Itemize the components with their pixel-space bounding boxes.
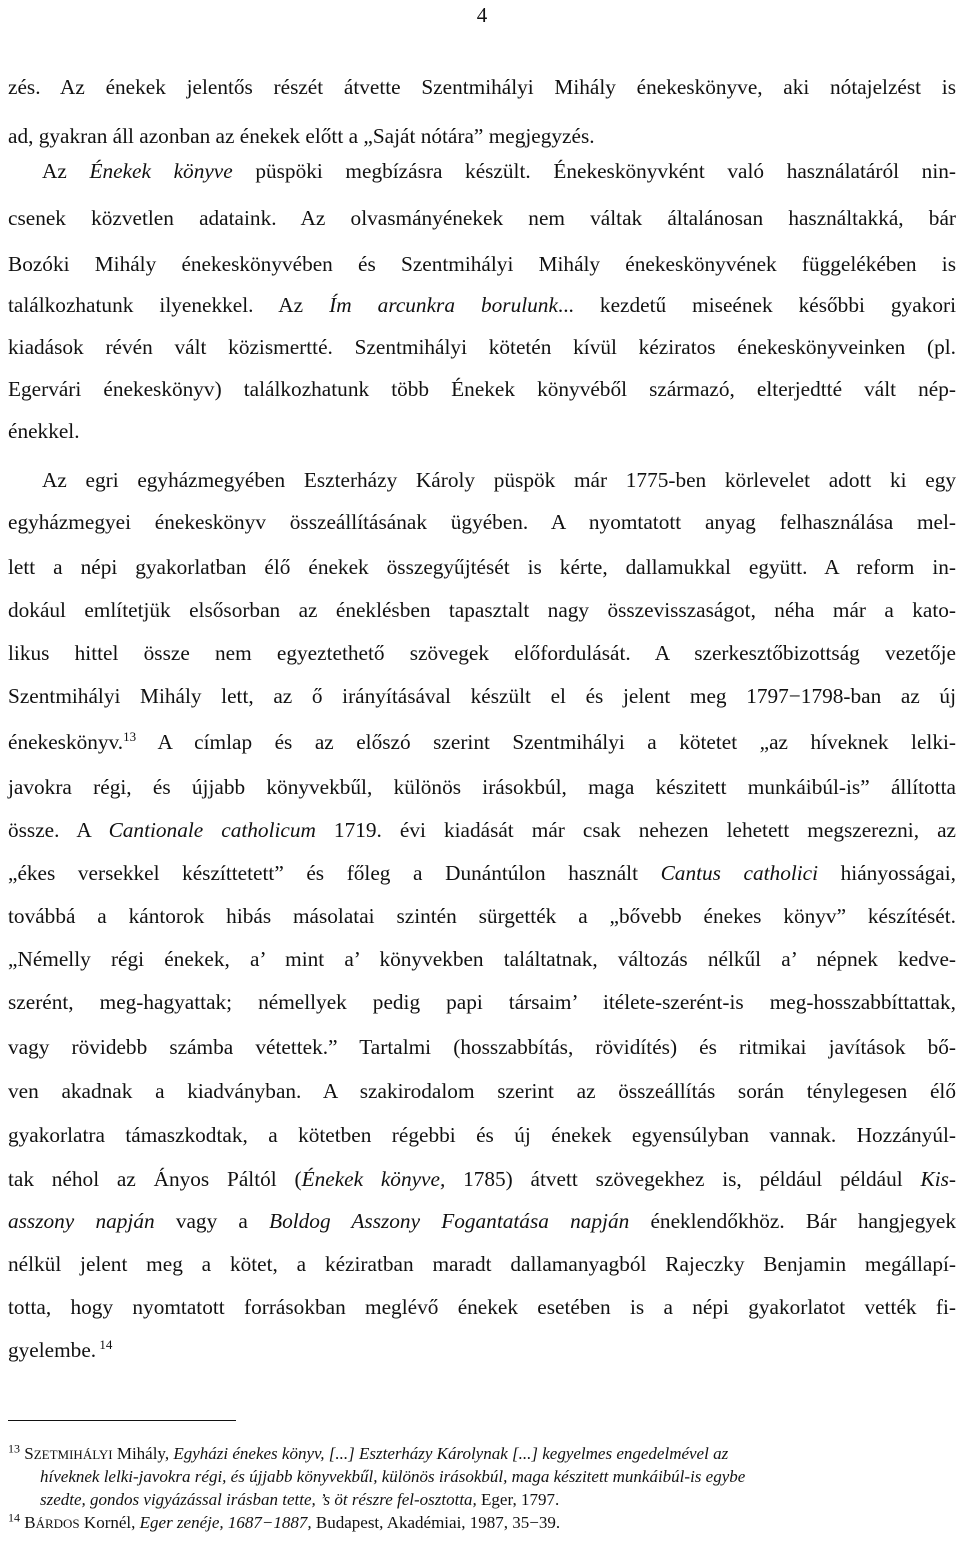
body-line: dokául említetjük elsősorban az éneklésben tapasztalt nagy összevisszaságot, néha már a kato-: [8, 598, 956, 622]
body-line: Szentmihályi Mihály lett, az ő irányításával készült el és jelent meg 1797−1798-ban az új: [8, 684, 956, 708]
body-line: asszony napján vagy a Boldog Asszony Fogantatása napján éneklendőkhöz. Bár hangjegyek: [8, 1209, 957, 1233]
footnote-14: $^{14}$ BÁRDOS Kornél, Eger zenéje, 1687−1887, Budapest, Akadémiai, 1987, 35−39.: [8, 1510, 561, 1532]
footnote-13-line: szedte, gondos vigyázással irásban tette, ’s öt részre fel-osztotta, Eger, 1797.: [40, 1490, 560, 1509]
body-line: javokra régi, és újjabb könyvekbűl, különös irásokbúl, maga készitett munkáibúl-is” állította: [8, 775, 956, 799]
body-line: gyakorlatra támaszkodtak, a kötetben régebbi és új énekek egyensúlyban vannak. Hozzányúl-: [8, 1123, 956, 1147]
body-line: szerént, meg-hagyattak; némellyek pedig papi társaim’ itélete-szerént-is meg-hosszabbíttattak,: [8, 990, 956, 1014]
body-line: Az egri egyházmegyében Eszterházy Károly püspök már 1775-ben körlevelet adott ki egy: [42, 468, 956, 492]
body-line: ven akadnak a kiadványban. A szakirodalom szerint az összeállítás során ténylegesen élő: [8, 1079, 956, 1103]
body-line: Bozóki Mihály énekeskönyvében és Szentmihályi Mihály énekeskönyvének függelékében is: [8, 252, 956, 276]
body-line: egyházmegyei énekeskönyv összeállításának ügyében. A nyomtatott anyag felhasználása mel-: [8, 510, 956, 534]
body-line: továbbá a kántorok hibás másolatai szintén sürgették a „bővebb énekes könyv” készítését.: [8, 904, 956, 928]
body-line: csenek közvetlen adataink. Az olvasmányénekek nem váltak általánosan használtakká, bár: [8, 206, 956, 230]
body-line: össze. A Cantionale catholicum 1719. évi kiadását már csak nehezen lehetett megszerezni, az: [8, 818, 956, 842]
body-line: ad, gyakran áll azonban az énekek előtt a „Saját nótára” megjegyzés.: [8, 124, 595, 148]
body-line: zés. Az énekek jelentős részét átvette Szentmihályi Mihály énekeskönyve, aki nótajelzést is: [8, 75, 956, 99]
footnote-ref-13: 13: [123, 728, 137, 744]
body-line: Egervári énekeskönyv) találkozhatunk több Énekek könyvéből származó, elterjedtté vált nép-: [8, 377, 956, 401]
body-line: Az Énekek könyve püspöki megbízásra készült. Énekeskönyvként való használatáról nin-: [42, 159, 956, 183]
body-line: vagy rövidebb számba vétettek.” Tartalmi (hosszabbítás, rövidítés) és ritmikai javítások bő-: [8, 1035, 956, 1059]
footnote-13: $^{13}$ SZETMIHÁLYI Mihály, Egyházi énekes könyv, [...] Eszterházy Károlynak [...] kegyelmes engedelmével az: [8, 1441, 729, 1463]
body-line: találkozhatunk ilyenekkel. Az Ím arcunkra borulunk... kezdetű miseének későbbi gyakori: [8, 293, 956, 317]
body-line: nélkül jelent meg a kötet, a kéziratban maradt dallamanyagból Rajeczky Benjamin megállapí-: [8, 1252, 956, 1276]
body-line: likus hittel össze nem egyeztethető szövegek előfordulását. A szerkesztőbizottság vezetője: [8, 641, 956, 665]
body-line: „Némelly régi énekek, a’ mint a’ könyvekben találtatnak, változás nélkűl a’ népnek kedve-: [8, 947, 956, 971]
footnote-ref-14: 14: [96, 1336, 113, 1352]
footnote-13-line: híveknek lelki-javokra régi, és újjabb könyvekbűl, különös irásokbúl, maga készitett munkáibúl-is egybe: [40, 1467, 746, 1486]
body-line: énekkel.: [8, 419, 80, 443]
footnote-separator: [8, 1420, 236, 1421]
body-line: énekeskönyv.$^{13}$ A címlap és az előszó szerint Szentmihályi a kötetet „az híveknek lelki-: [8, 728, 956, 754]
body-line: lett a népi gyakorlatban élő énekek összegyűjtését is kérte, dallamukkal együtt. A reform in-: [8, 555, 956, 579]
body-line: tak néhol az Ányos Páltól (Énekek könyve, 1785) átvett szövegekhez is, például például Kis-: [8, 1167, 956, 1191]
body-line: kiadások révén vált közismertté. Szentmihályi kötetén kívül kéziratos énekeskönyveinken (pl.: [8, 335, 956, 359]
body-line: totta, hogy nyomtatott forrásokban meglévő énekek esetében is a népi gyakorlatot vették fi-: [8, 1295, 956, 1319]
body-line: „ékes versekkel készíttetett” és főleg a Dunántúlon használt Cantus catholici hiányosságai,: [8, 861, 956, 885]
body-line: gyelembe. $^{14}$: [8, 1336, 113, 1362]
page-number: 4: [476, 3, 488, 27]
